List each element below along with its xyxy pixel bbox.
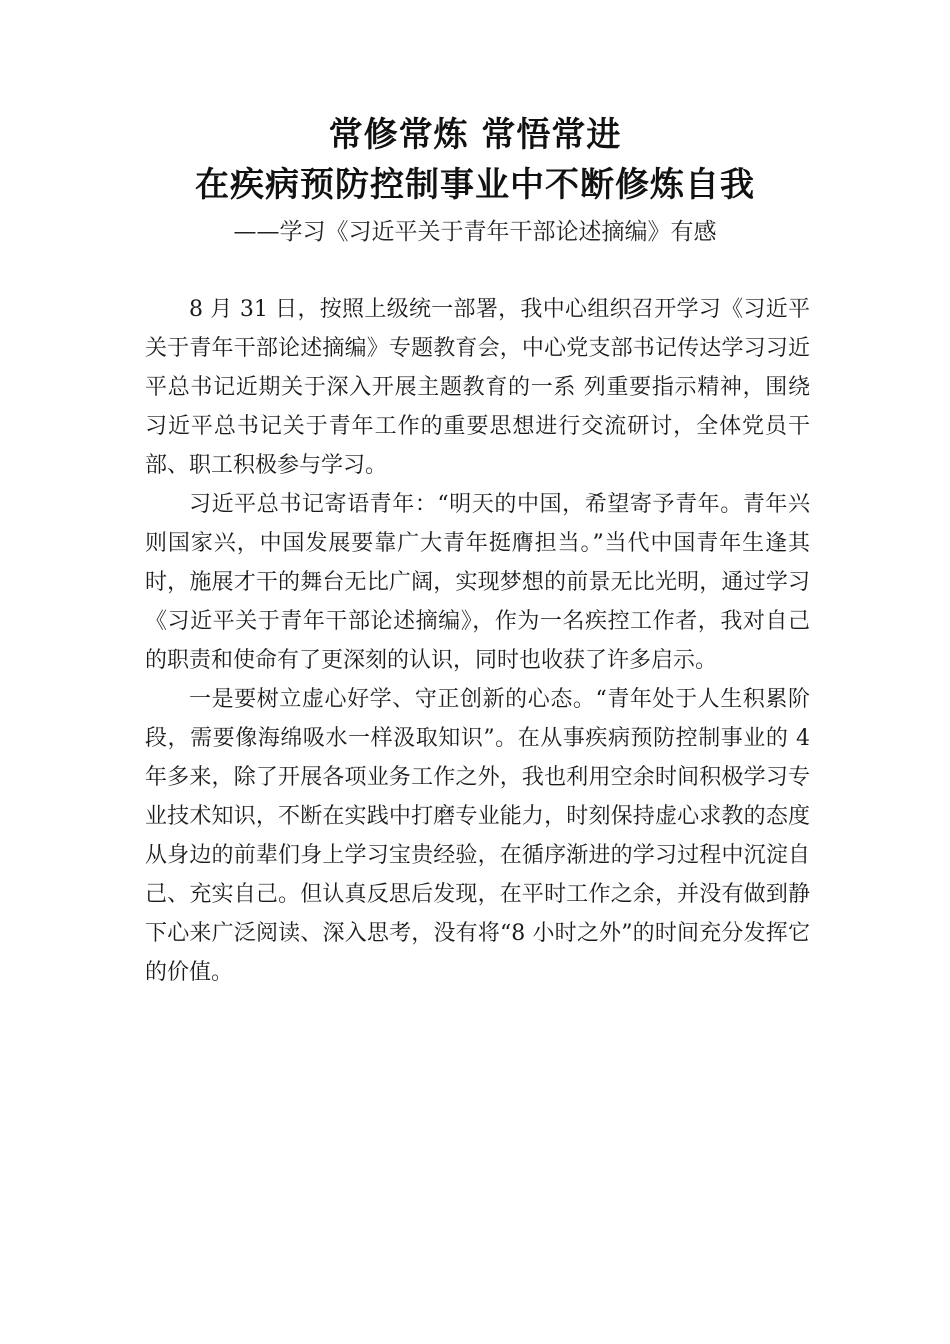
title-block [0, 110, 950, 252]
document-subtitle: ——学习《习近平关于青年干部论述摘编》有感 [233, 219, 717, 245]
document-body [145, 290, 810, 992]
document-title-line-2: 在疾病预防控制事业中不断修炼自我 [195, 165, 755, 205]
paragraph-1: 8 月 31 日，按照上级统一部署，我中心组织召开学习《习近平关于青年干部论述摘编》专题教育会，中心党支部书记传达学习习近平总书记近期关于深入开展主题教育的一系 列重要指示精神，围绕习近平总书记关于青年工作的重要思想进行交流研讨，全体党员干部、职工积极参与学习。 [145, 297, 810, 478]
paragraph-3: 一是要树立虚心好学、守正创新的心态。“青年处于人生积累阶段，需要像海绵吸水一样汲取知识”。在从事疾病预防控制事业的 4 年多来，除了开展各项业务工作之外，我也利用空余时间积极学习专业技术知识，不断在实践中打磨专业能力，时刻保持虚心求教的态度从身边的前辈们身上学习宝贵经验，在循序渐进的学习过程中沉淀自己、充实自己。但认真反思后发现，在平时工作之余，并没有做到静下心来广泛阅读、深入思考，没有将“8 小时之外”的时间充分发挥它的价值。 [145, 687, 810, 985]
document-title-line-1: 常修常炼 常悟常进 [328, 115, 622, 155]
paragraph-2: 习近平总书记寄语青年：“明天的中国，希望寄予青年。青年兴则国家兴，中国发展要靠广大青年挺膺担当。”当代中国青年生逢其时，施展才干的舞台无比广阔，实现梦想的前景无比光明，通过学习《习近平关于青年干部论述摘编》，作为一名疾控工作者，我对自己的职责和使命有了更深刻的认识，同时也收获了许多启示。 [145, 492, 810, 673]
